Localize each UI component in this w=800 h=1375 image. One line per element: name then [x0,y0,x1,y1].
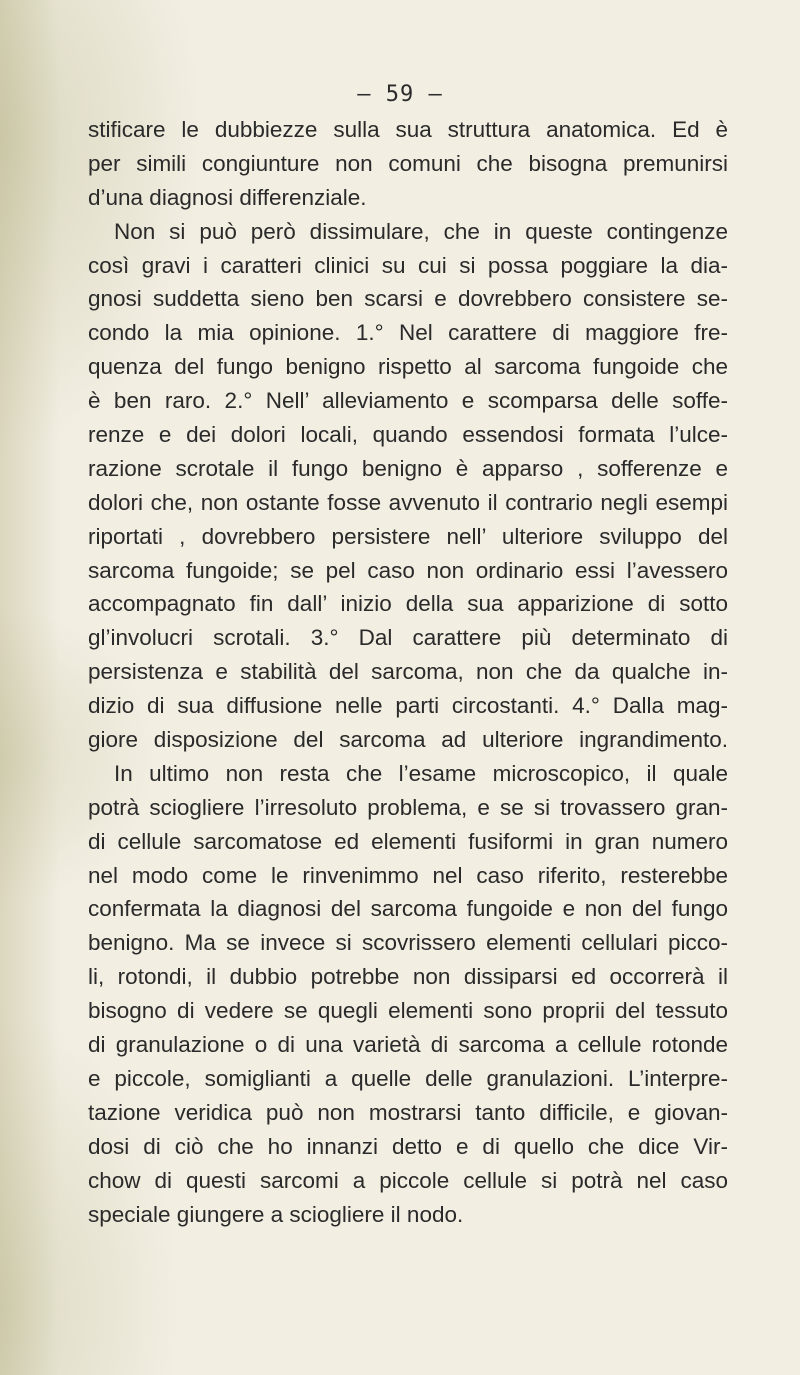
text-line: d’una diagnosi differenziale. [88,184,367,210]
text-line: gnosi suddetta sieno ben scarsi e dovrebbero consistere se- [88,286,728,312]
text-line: confermata la diagnosi del sarcoma fungoide e non del fungo [88,896,728,922]
text-line: dolori che, non ostante fosse avvenuto il contrario negli esempi [88,489,728,515]
text-line: li, rotondi, il dubbio potrebbe non dissiparsi ed occorrerà il [88,964,728,990]
text-line: benigno. Ma se invece si scovrissero elementi cellulari picco- [88,930,728,956]
text-line: di granulazione o di una varietà di sarcoma a cellule rotonde [88,1032,728,1058]
text-line: nel modo come le rinvenimmo nel caso riferito, resterebbe [88,862,728,888]
text-line: quenza del fungo benigno rispetto al sarcoma fungoide che [88,354,728,380]
text-line: renze e dei dolori locali, quando essendosi formata l’ulce- [88,422,728,448]
text-line: potrà sciogliere l’irresoluto problema, e se si trovassero gran- [88,794,728,820]
text-line: condo la mia opinione. 1.° Nel carattere di maggiore fre- [88,320,728,346]
page-number: — 59 — [357,82,443,107]
text-line: bisogno di vedere se quegli elementi sono proprii del tessuto [88,998,728,1024]
text-line: Non si può però dissimulare, che in queste contingenze [114,218,728,244]
text-line: dosi di ciò che ho innanzi detto e di quello che dice Vir- [88,1133,728,1159]
text-line: stificare le dubbiezze sulla sua struttura anatomica. Ed è [88,117,728,142]
text-line: riportati , dovrebbero persistere nell’ ulteriore sviluppo del [88,523,728,549]
text-line: giore disposizione del sarcoma ad ulteriore ingrandimento. [88,727,728,753]
text-line: In ultimo non resta che l’esame microscopico, il quale [114,760,728,786]
text-line: così gravi i caratteri clinici su cui si possa poggiare la dia- [88,252,728,278]
text-line: e piccole, somiglianti a quelle delle granulazioni. L’interpre- [88,1065,728,1091]
text-line: accompagnato fin dall’ inizio della sua apparizione di sotto [88,591,728,617]
text-line: persistenza e stabilità del sarcoma, non che da qualche in- [88,659,728,685]
text-line: gl’involucri scrotali. 3.° Dal carattere più determinato di [88,625,728,651]
text-line: razione scrotale il fungo benigno è apparso , sofferenze e [88,455,728,481]
text-line: tazione veridica può non mostrarsi tanto difficile, e giovan- [88,1099,728,1125]
text-line: dizio di sua diffusione nelle parti circostanti. 4.° Dalla mag- [88,693,728,719]
text-line: per simili congiunture non comuni che bisogna premunirsi [88,150,728,176]
text-line: sarcoma fungoide; se pel caso non ordinario essi l’avessero [88,557,728,583]
text-line: chow di questi sarcomi a piccole cellule si potrà nel caso [88,1167,728,1193]
text-line: di cellule sarcomatose ed elementi fusiformi in gran numero [88,828,728,854]
body-text [88,113,728,1231]
text-line: speciale giungere a sciogliere il nodo. [88,1201,464,1227]
text-line: è ben raro. 2.° Nell’ alleviamento e scomparsa delle soffe- [88,388,728,414]
